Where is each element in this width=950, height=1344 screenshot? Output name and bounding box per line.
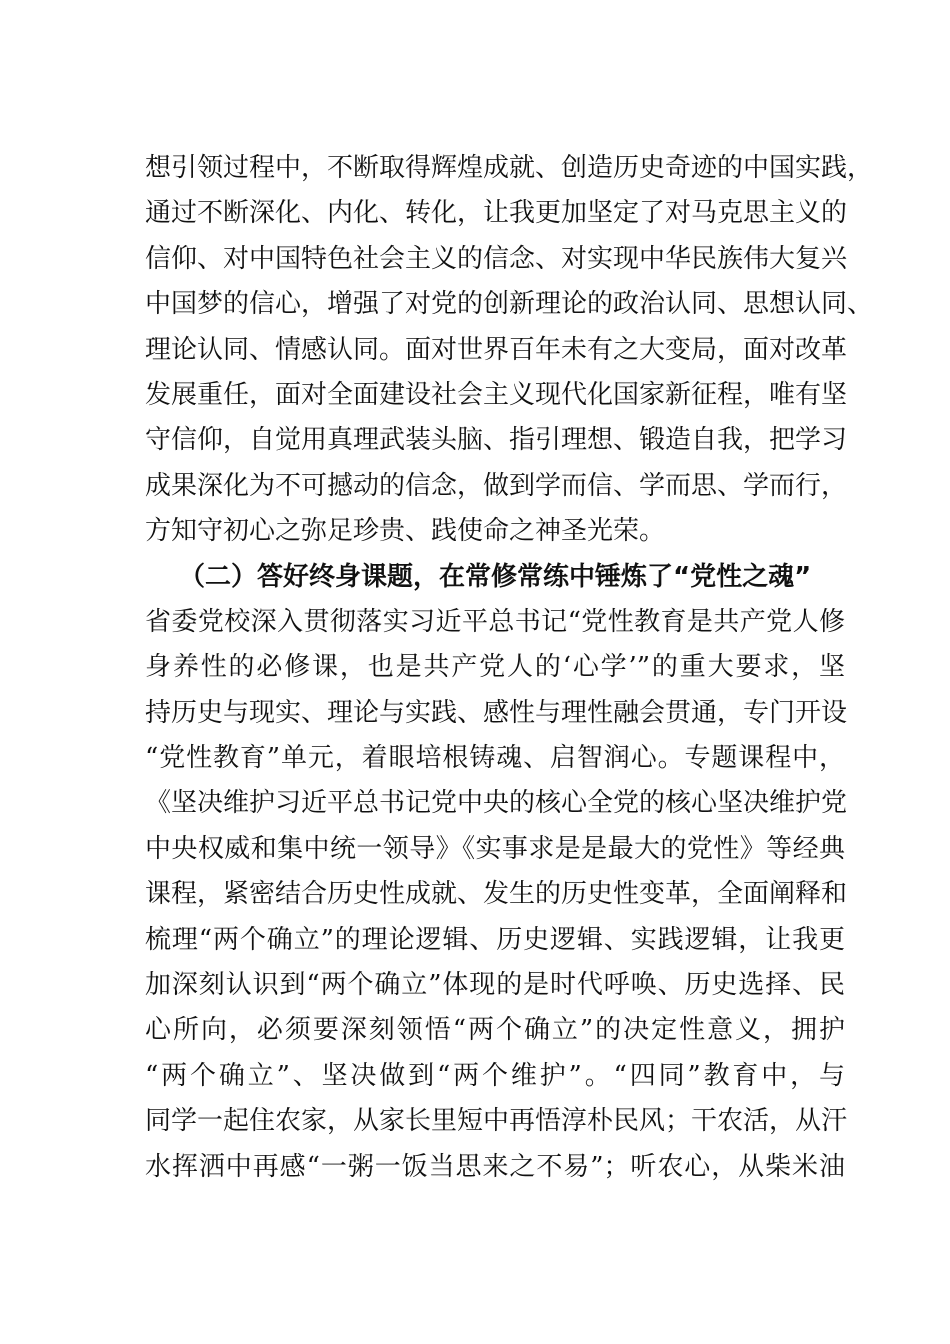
text-line: 加深刻认识到“两个确立”体现的是时代呼唤、历史选择、民: [145, 970, 845, 1001]
text-line: 想引领过程中，不断取得辉煌成就、创造历史奇迹的中国实践，: [145, 153, 874, 183]
text-line: 同学一起住农家，从家长里短中再悟淳朴民风；干农活，从汗: [145, 1106, 848, 1137]
text-line: 心所向，必须要深刻领悟“两个确立”的决定性意义，拥护: [145, 1015, 845, 1046]
text-line: 省委党校深入贯彻落实习近平总书记“党性教育是共产党人修: [145, 606, 845, 637]
text-line: “党性教育”单元，着眼培根铸魂、启智润心。专题课程中，: [145, 743, 845, 774]
text-line: 水挥洒中再感“一粥一饭当思来之不易”；听农心，从柴米油: [145, 1151, 845, 1182]
text-line: 发展重任，面对全面建设社会主义现代化国家新征程，唯有坚: [145, 379, 848, 410]
text-line: 身养性的必修课，也是共产党人的‘心学’”的重大要求，坚: [145, 652, 845, 683]
text-line: 中央权威和集中统一领导》《实事求是是最大的党性》等经典: [145, 833, 845, 864]
text-line: 《坚决维护习近平总书记党中央的核心全党的核心坚决维护党: [145, 788, 848, 819]
document-body: [145, 146, 874, 1190]
text-line: 梳理“两个确立”的理论逻辑、历史逻辑、实践逻辑，让我更: [145, 924, 845, 955]
text-line: 通过不断深化、内化、转化，让我更加坚定了对马克思主义的: [145, 198, 848, 229]
text-line: 信仰、对中国特色社会主义的信念、对实现中华民族伟大复兴: [145, 243, 848, 274]
text-line: 方知守初心之弥足珍贵、践使命之神圣光荣。: [145, 516, 666, 547]
text-line: 课程，紧密结合历史性成就、发生的历史性变革，全面阐释和: [145, 879, 848, 910]
text-line: “两个确立”、坚决做到“两个维护”。“四同”教育中，与: [145, 1060, 845, 1091]
section-heading: （二）答好终身课题，在常修常练中锤炼了“党性之魂”: [179, 561, 812, 592]
text-line: 成果深化为不可撼动的信念，做到学而信、学而思、学而行，: [145, 470, 848, 501]
text-line: 中国梦的信心，增强了对党的创新理论的政治认同、思想认同、: [145, 289, 874, 320]
text-line: 持历史与现实、理论与实践、感性与理性融会贯通，专门开设: [145, 697, 848, 728]
text-line: 守信仰，自觉用真理武装头脑、指引理想、锻造自我，把学习: [145, 425, 848, 456]
text-line: 理论认同、情感认同。面对世界百年未有之大变局，面对改革: [145, 334, 848, 365]
